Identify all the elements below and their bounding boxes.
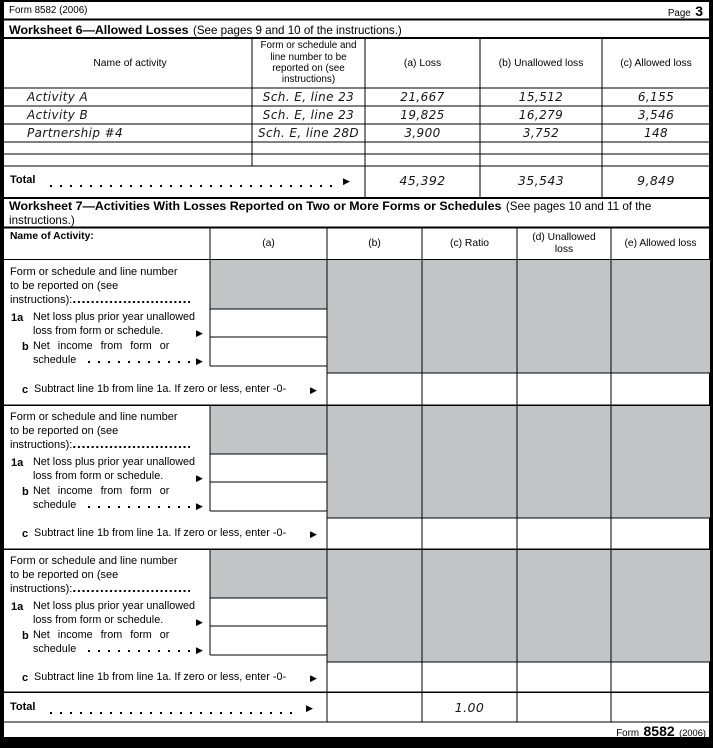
ws7-header-b: (b): [368, 238, 381, 249]
ws7-form-label-line2: to be reported on (see: [10, 280, 119, 292]
ws7-line-1b-number: b: [22, 341, 29, 353]
worksheet7-title-text: Worksheet 7—Activities With Losses Reported on Two or More Forms or Schedules: [9, 199, 502, 213]
ws7-line-1c-number: c: [22, 384, 29, 396]
ws7-line-1c-label: Subtract line 1b from line 1a. If zero or less, enter -0-: [34, 383, 287, 395]
ws7-header-e: (e) Allowed loss: [624, 238, 697, 249]
ws7-line-1a-number: 1a: [11, 312, 24, 324]
right-arrow-icon: ▶: [196, 617, 203, 627]
ws7-form-label-line2: to be reported on (see: [10, 569, 119, 581]
ws6-row-form: Sch. E, line 23: [262, 90, 355, 104]
dotted-leader: [84, 359, 194, 363]
ws6-row-unallowed: 15,512: [518, 90, 564, 104]
ws6-row-name: Activity B: [27, 108, 89, 122]
worksheet6-title-text: Worksheet 6—Allowed Losses: [9, 23, 189, 37]
ws6-header-a: (a) Loss: [403, 57, 442, 69]
ws6-total-label: Total: [10, 174, 36, 186]
ws7-line-1c-label: Subtract line 1b from line 1a. If zero or less, enter -0-: [34, 527, 287, 539]
ws6-row-loss: 3,900: [404, 126, 441, 140]
ws7-line-1a-label: Net loss plus prior year unallowed loss from form or schedule.: [33, 456, 196, 482]
ws7-header-name: Name of Activity:: [10, 231, 94, 242]
right-arrow-icon: ▶: [310, 529, 317, 539]
dotted-leader: [72, 588, 190, 592]
right-arrow-icon: ▶: [196, 356, 203, 366]
ws7-line-1c-label: Subtract line 1b from line 1a. If zero or less, enter -0-: [34, 671, 287, 683]
ws6-row-allowed: 3,546: [637, 108, 675, 122]
dotted-leader: [46, 183, 334, 187]
ws7-line-1a-number: 1a: [11, 457, 24, 469]
worksheet7-title: [9, 200, 707, 228]
ws7-line-1a-number: 1a: [11, 601, 24, 613]
ws7-form-label-line3: instructions):: [10, 582, 190, 596]
ws6-row-name: Partnership #4: [27, 126, 124, 140]
worksheet6-title-note: (See pages 9 and 10 of the instructions.): [192, 24, 402, 37]
ws7-line-1b-number: b: [22, 486, 29, 498]
dotted-leader: [46, 710, 298, 714]
right-arrow-icon: ▶: [310, 673, 317, 683]
ws7-form-label-line1: Form or schedule and line number: [10, 266, 178, 278]
ws7-line-1a-label: Net loss plus prior year unallowed loss from form or schedule.: [33, 600, 196, 626]
ws6-row-form: Sch. E, line 28D: [257, 126, 360, 140]
ws7-header-d: (d) Unallowed loss: [532, 232, 596, 255]
ws6-row-form: Sch. E, line 23: [262, 108, 355, 122]
worksheet6-title: [9, 21, 402, 39]
ws6-header-c: (c) Allowed loss: [620, 57, 692, 69]
ws7-header-c: (c) Ratio: [450, 238, 489, 249]
ws7-line-1b-label-line1: Net income from form or: [33, 629, 170, 641]
ws7-total-ratio: 1.00: [454, 700, 485, 715]
form-id: Form 8582 (2006): [9, 5, 88, 16]
right-arrow-icon: ▶: [196, 501, 203, 511]
ws7-form-label-line1: Form or schedule and line number: [10, 411, 178, 423]
dotted-leader: [84, 648, 194, 652]
footer-form-year: (2006): [679, 728, 706, 738]
dotted-leader: [72, 444, 190, 448]
ws7-line-1c-number: c: [22, 528, 29, 540]
ws7-total-label: Total: [10, 701, 36, 713]
ws7-form-label-line3: instructions):: [10, 293, 190, 307]
dotted-leader: [72, 299, 190, 303]
ws7-header-a: (a): [262, 238, 275, 249]
ws6-total-unallowed: 35,543: [517, 173, 565, 188]
page-footer: [440, 723, 706, 741]
ws7-form-label-line3: instructions):: [10, 438, 190, 452]
ws6-row-allowed: 6,155: [637, 90, 675, 104]
ws6-total-loss: 45,392: [399, 173, 446, 188]
page-num: 3: [695, 3, 703, 19]
page-word: Page: [667, 8, 691, 19]
worksheet7-title-note: (See pages 10 and 11 of the instructions.): [9, 200, 652, 227]
ws7-line-1b-label-line2: schedule: [33, 499, 194, 511]
ws6-row-loss: 19,825: [400, 108, 445, 122]
ws7-line-1b-label-line2: schedule: [33, 643, 194, 655]
footer-form-number: 8582: [643, 723, 675, 739]
ws6-row-unallowed: 16,279: [518, 108, 564, 122]
right-arrow-icon: ▶: [196, 645, 203, 655]
ws7-line-1b-label-line1: Net income from form or: [33, 340, 170, 352]
right-arrow-icon: ▶: [343, 176, 350, 186]
ws7-form-label-line1: Form or schedule and line number: [10, 555, 178, 567]
right-arrow-icon: ▶: [306, 703, 313, 713]
ws7-line-1a-label: Net loss plus prior year unallowed loss from form or schedule.: [33, 311, 196, 337]
ws7-line-1b-label-line1: Net income from form or: [33, 485, 170, 497]
ws6-row-name: Activity A: [27, 90, 89, 104]
footer-form-word: Form: [616, 728, 640, 739]
ws7-form-label-line2: to be reported on (see: [10, 425, 119, 437]
right-arrow-icon: ▶: [310, 385, 317, 395]
ws6-header-name: Name of activity: [93, 57, 167, 69]
ws6-total-allowed: 9,849: [637, 173, 675, 188]
right-arrow-icon: ▶: [196, 473, 203, 483]
ws6-row-unallowed: 3,752: [522, 126, 560, 140]
ws6-row-loss: 21,667: [400, 90, 445, 104]
ws6-header-form: Form or schedule and line number to be reported on (see instructions): [260, 40, 357, 86]
ws7-line-1b-label-line2: schedule: [33, 354, 194, 366]
page-number: [560, 3, 703, 21]
ws7-line-1c-number: c: [22, 672, 29, 684]
ws7-line-1b-number: b: [22, 630, 29, 642]
dotted-leader: [84, 504, 194, 508]
ws6-header-b: (b) Unallowed loss: [498, 57, 584, 69]
ws6-row-allowed: 148: [643, 126, 669, 140]
right-arrow-icon: ▶: [196, 328, 203, 338]
